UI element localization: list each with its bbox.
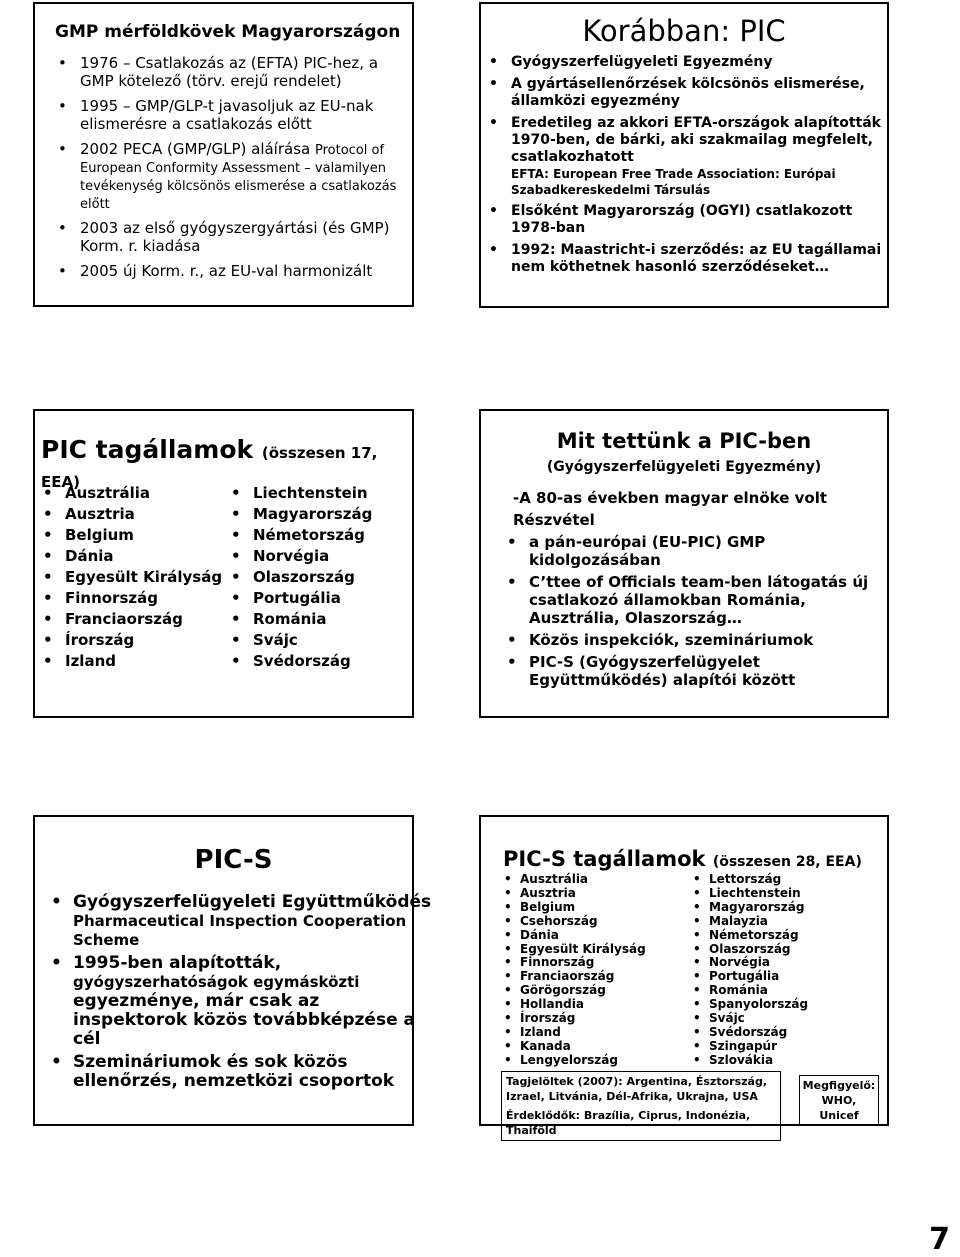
list-item: • a pán-európai (EU-PIC) GMP kidolgozásában (529, 533, 883, 569)
list-item: • Lettország (709, 873, 879, 887)
list-item: • Görögország (520, 984, 690, 998)
list-item: • Írország (65, 632, 225, 649)
list-item: • Olaszország (253, 569, 413, 586)
list-item: • 2003 az első gyógyszergyártási (és GMP) Korm. r. kiadása (80, 219, 410, 255)
list-item: • Románia (253, 611, 413, 628)
list-item: • Svédország (709, 1026, 879, 1040)
list-item: • Svájc (253, 632, 413, 649)
title-text: PIC tagállamok (41, 435, 254, 464)
slide-subtitle: (Gyógyszerfelügyeleti Egyezmény) (546, 459, 822, 475)
list-item: • Ausztrália (520, 873, 690, 887)
list-item: • 1976 – Csatlakozás az (EFTA) PIC-hez, a GMP kötelező (törv. erejű rendelet) (80, 54, 410, 90)
pics-list (43, 893, 433, 1095)
list-item: • Szlovákia (709, 1054, 879, 1068)
list-item: • Közös inspekciók, szemináriumok (529, 631, 883, 649)
slide-title: GMP mérföldkövek Magyarországon (55, 22, 401, 42)
list-item: • Szemináriumok és sok közös ellenőrzés, nemzetközi csoportok (73, 1053, 433, 1091)
list-item: • Izland (520, 1026, 690, 1040)
slide-body (513, 489, 883, 693)
slide-gmp-milestones (33, 2, 414, 307)
list-item: • Szingapúr (709, 1040, 879, 1054)
list-item: • Hollandia (520, 998, 690, 1012)
member-list-col2 (233, 485, 413, 674)
list-item: • Írország (520, 1012, 690, 1026)
list-item: • Kanada (520, 1040, 690, 1054)
item-text: Gyógyszerfelügyeleti Együttműködés (73, 892, 432, 912)
list-item: • Elsőként Magyarország (OGYI) csatlakozott 1978-ban (511, 203, 886, 237)
list-item: • Portugália (709, 970, 879, 984)
list-item: • Egyesült Királyság (520, 943, 690, 957)
list-item: • 1992: Maastricht-i szerződés: az EU tagállamai nem köthetnek hasonló szerződéseket… (511, 242, 886, 276)
item-text: egyezménye, már csak az inspektorok közös továbbképzése a cél (73, 991, 415, 1049)
list-item: • Lengyelország (520, 1054, 690, 1068)
list-item: • C’ttee of Officials team-ben látogatás új csatlakozó államokban Románia, Ausztrália, Olaszország… (529, 573, 883, 627)
list-item: • A gyártásellenőrzések kölcsönös elismerése, államközi egyezmény (511, 76, 886, 110)
efta-note: EFTA: European Free Trade Association: Európai Szabadkereskedelmi Társulás (511, 167, 836, 197)
title-sub: (összesen 28, EEA) (712, 854, 862, 870)
slide-title: PIC-S (194, 845, 273, 875)
observer-box: Megfigyelő: WHO, Unicef (799, 1075, 879, 1126)
list-item: • Liechtenstein (253, 485, 413, 502)
member-list-col2 (707, 873, 879, 1068)
item-text: 2002 PECA (GMP/GLP) aláírása (80, 140, 311, 158)
list-item: • 2005 új Korm. r., az EU-val harmonizált (80, 262, 410, 280)
title-text: PIC-S tagállamok (503, 847, 706, 871)
slide-pic-members (33, 409, 414, 718)
item-subtext: gyógyszerhatóságok egymásközti (73, 973, 360, 991)
list-item: • Belgium (65, 527, 225, 544)
slide-what-we-did (479, 409, 889, 718)
list-item: • Franciaország (65, 611, 225, 628)
item-subtext: Protocol of European Conformity Assessment – valamilyen tevékenység kölcsönös elismerése a csatlakozás előtt (80, 143, 397, 212)
list-item: • Franciaország (520, 970, 690, 984)
activity-list (529, 533, 883, 689)
pic-list (511, 54, 886, 281)
list-item: • Belgium (520, 901, 690, 915)
milestone-list (80, 54, 410, 287)
page-number: 7 (929, 1222, 950, 1257)
list-item: • Norvégia (253, 548, 413, 565)
list-item: • Egyesült Királyság (65, 569, 225, 586)
slide-pics (33, 815, 432, 1126)
list-item: • Dánia (65, 548, 225, 565)
list-item: • Liechtenstein (709, 887, 879, 901)
slide-pic-history (479, 2, 889, 308)
candidates-box (501, 1071, 781, 1141)
list-item: • Svédország (253, 653, 413, 670)
member-list-col1 (518, 873, 690, 1068)
list-item: • Németország (253, 527, 413, 544)
item-text: 1995-ben alapították, (73, 953, 282, 973)
list-item: • Finnország (520, 956, 690, 970)
list-item (73, 893, 433, 950)
list-item (73, 954, 433, 1049)
list-item: • Ausztria (520, 887, 690, 901)
slide-title (503, 847, 862, 871)
list-item: • Norvégia (709, 956, 879, 970)
candidates-text: Tagjelöltek (2007): Argentina, Észtország, Izrael, Litvánia, Dél-Afrika, Ukrajna, USA (506, 1075, 767, 1103)
list-item: • Magyarország (709, 901, 879, 915)
slide-title: Korábban: PIC (582, 14, 786, 48)
interested-text: Érdeklődők: Brazília, Ciprus, Indonézia, Thaiföld (506, 1109, 751, 1137)
list-item: • Gyógyszerfelügyeleti Egyezmény (511, 54, 886, 71)
body-line: -A 80-as években magyar elnöke volt (513, 489, 828, 507)
body-line: Részvétel (513, 511, 595, 529)
list-item: • Ausztria (65, 506, 225, 523)
list-item: • Dánia (520, 929, 690, 943)
title-sub: (összesen 17, EEA) (41, 444, 378, 491)
slide-pics-members (479, 815, 889, 1137)
list-item: • Spanyolország (709, 998, 879, 1012)
slide-title: Mit tettünk a PIC-ben (556, 429, 812, 453)
list-item: • Magyarország (253, 506, 413, 523)
list-item: • PIC-S (Gyógyszerfelügyelet Együttműködés) alapítói között (529, 653, 883, 689)
list-item: • Csehország (520, 915, 690, 929)
list-item: • Románia (709, 984, 879, 998)
item-text: Eredetileg az akkori EFTA-országok alapították 1970-ben, de bárki, aki szakmailag megfelelt, csatlakozhatott (511, 115, 881, 165)
list-item: • Finnország (65, 590, 225, 607)
list-item (80, 140, 410, 212)
list-item: • Németország (709, 929, 879, 943)
list-item: • Ausztrália (65, 485, 225, 502)
item-subtext: Pharmaceutical Inspection Cooperation Scheme (73, 912, 407, 949)
list-item: • Portugália (253, 590, 413, 607)
list-item: • Malayzia (709, 915, 879, 929)
list-item: • Izland (65, 653, 225, 670)
list-item: • Svájc (709, 1012, 879, 1026)
member-list-col1 (45, 485, 225, 674)
list-item (511, 115, 886, 198)
list-item: • 1995 – GMP/GLP-t javasoljuk az EU-nak elismerésre a csatlakozás előtt (80, 97, 410, 133)
list-item: • Olaszország (709, 943, 879, 957)
